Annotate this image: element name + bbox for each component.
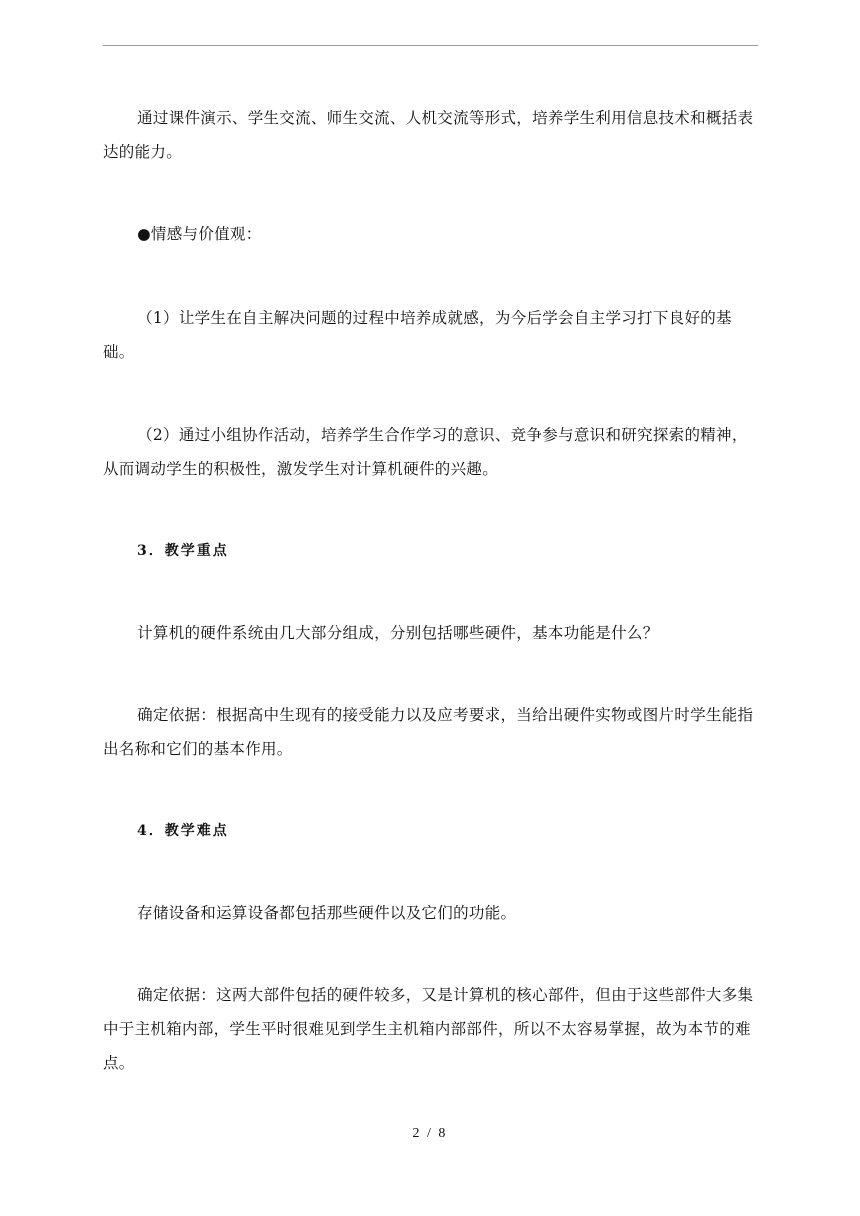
emotion-values-heading: ●情感与价值观： bbox=[137, 225, 262, 243]
paragraph-key-points-basis: 确定依据：根据高中生现有的接受能力以及应考要求，当给出硬件实物或图片时学生能指出名称和它们的基本作用。 bbox=[103, 706, 754, 758]
paragraph-communication-skills: 通过课件演示、学生交流、师生交流、人机交流等形式，培养学生利用信息技术和概括表达的能力。 bbox=[103, 109, 754, 161]
paragraph-goal-1: （1）让学生在自主解决问题的过程中培养成就感，为今后学会自主学习打下良好的基础。 bbox=[103, 309, 732, 361]
paragraph-key-points: 计算机的硬件系统由几大部分组成，分别包括哪些硬件，基本功能是什么？ bbox=[137, 624, 659, 642]
paragraph-difficulties: 存储设备和运算设备都包括那些硬件以及它们的功能。 bbox=[137, 904, 517, 922]
section-title-key-points: 3．教学重点 bbox=[137, 543, 229, 559]
paragraph-goal-2: （2）通过小组协作活动，培养学生合作学习的意识、竞争参与意识和研究探索的精神，从而调动学生的积极性，激发学生对计算机硬件的兴趣。 bbox=[103, 426, 748, 478]
header-rule bbox=[103, 45, 758, 46]
page-number: 2 / 8 bbox=[412, 1126, 448, 1141]
paragraph-difficulties-basis: 确定依据：这两大部件包括的硬件较多，又是计算机的核心部件，但由于这些部件大多集中于主机箱内部，学生平时很难见到学生主机箱内部部件，所以不太容易掌握，故为本节的难点。 bbox=[103, 986, 754, 1072]
section-title-difficulties: 4．教学难点 bbox=[137, 823, 229, 839]
